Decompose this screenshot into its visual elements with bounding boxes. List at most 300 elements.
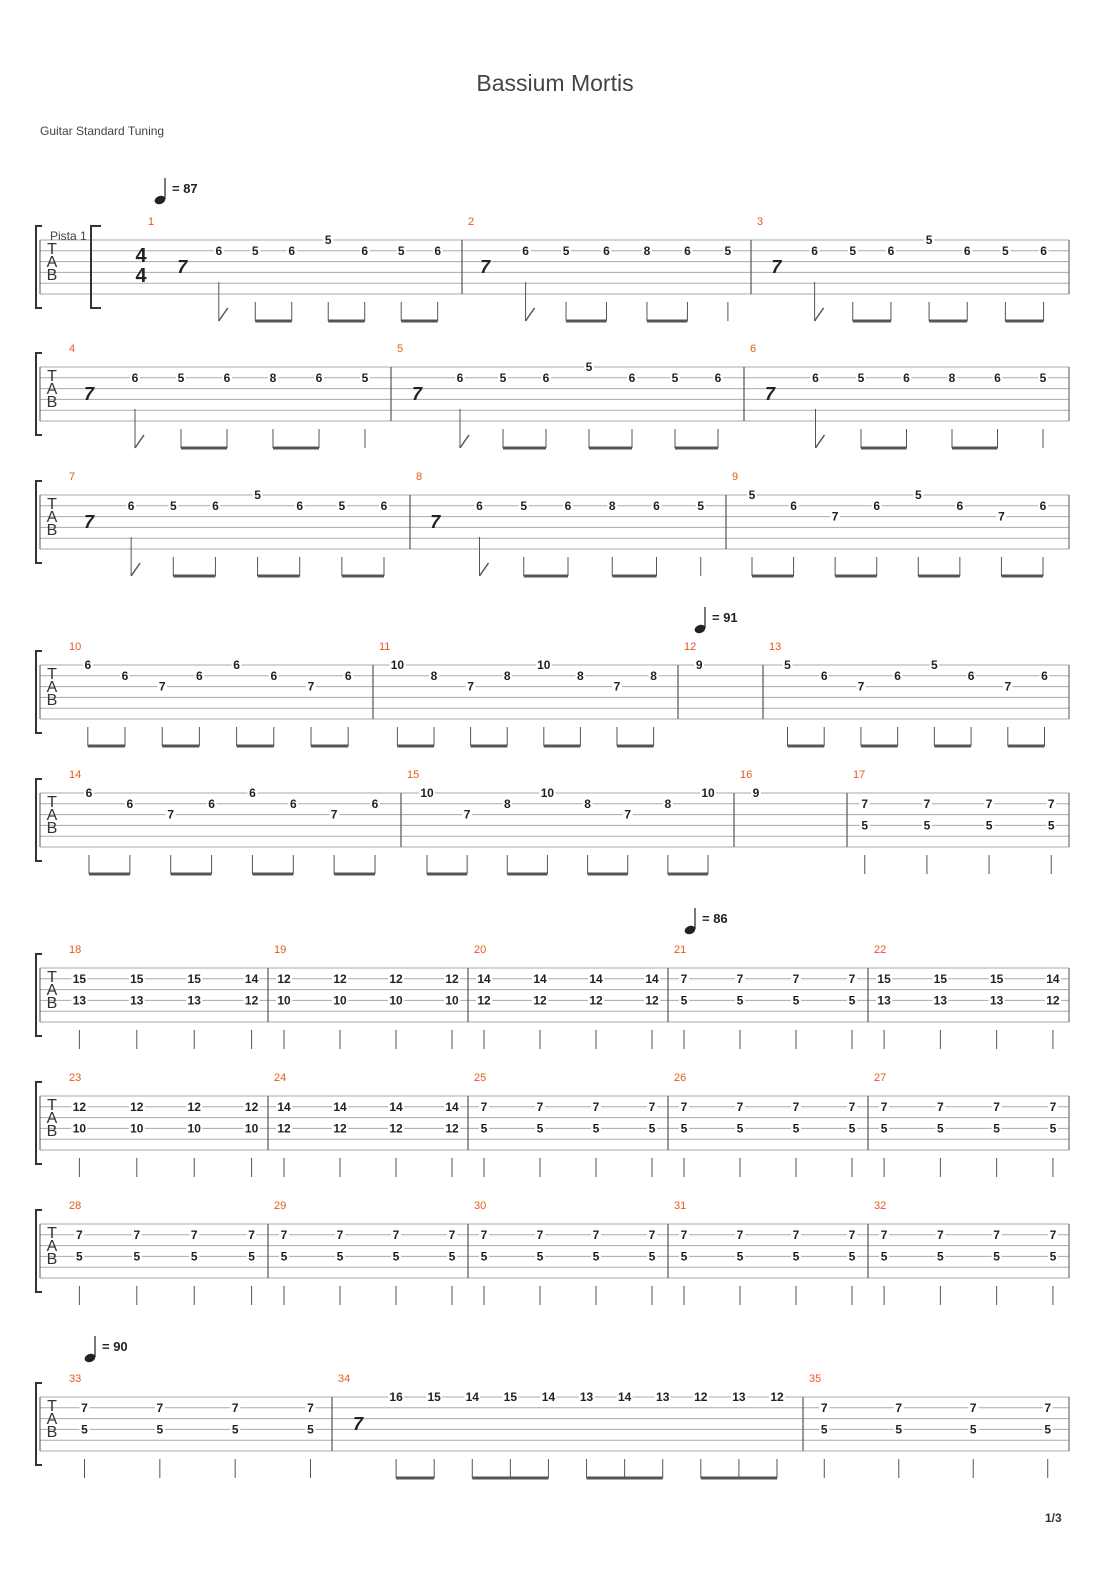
fret-number: 8	[584, 796, 591, 811]
measure-number: 17	[853, 769, 866, 781]
fret-number: 6	[1040, 243, 1047, 258]
fret-number: 5	[338, 498, 346, 513]
measure-number: 8	[416, 471, 423, 483]
fret-number: 7	[156, 1400, 164, 1415]
time-signature-denominator: 4	[135, 265, 147, 287]
fret-number: 7	[792, 1227, 800, 1242]
fret-number: 7	[76, 1227, 83, 1242]
fret-number: 5	[177, 370, 185, 385]
fret-number: 13	[72, 993, 87, 1008]
fret-number: 7	[857, 679, 865, 694]
fret-number: 15	[187, 971, 201, 986]
fret-number: 7	[467, 679, 474, 694]
fret-number: 12	[1046, 993, 1060, 1008]
fret-number: 7	[1044, 1400, 1052, 1415]
fret-number: 5	[520, 498, 528, 513]
fret-number: 5	[251, 243, 259, 258]
fret-number: 6	[887, 243, 895, 258]
fret-number: 10	[277, 993, 291, 1008]
fret-number: 5	[361, 370, 369, 385]
fret-number: 8	[608, 498, 616, 513]
measure-number: 31	[674, 1200, 687, 1212]
track-bracket	[91, 226, 101, 308]
fret-number: 10	[537, 658, 551, 672]
note-flag	[131, 563, 140, 576]
measure-number: 21	[674, 944, 687, 956]
fret-number: 6	[628, 370, 636, 385]
tab-clef-letter: B	[46, 1251, 58, 1268]
measure-number: 32	[874, 1200, 887, 1212]
fret-number: 7	[680, 1227, 688, 1242]
fret-number: 12	[389, 1121, 403, 1136]
fret-number: 5	[736, 1249, 744, 1264]
measure-number: 4	[69, 343, 76, 355]
system-bracket	[36, 1383, 42, 1465]
fret-number: 7	[1049, 1099, 1057, 1114]
fret-number: 5	[848, 1121, 856, 1136]
eighth-rest: 7	[83, 384, 95, 404]
fret-number: 12	[187, 1099, 201, 1114]
fret-number: 6	[811, 243, 818, 258]
fret-number: 6	[288, 243, 296, 258]
tab-clef-letter: A	[46, 254, 58, 271]
fret-number: 13	[877, 993, 891, 1008]
fret-number: 5	[392, 1249, 400, 1264]
fret-number: 7	[248, 1227, 255, 1242]
fret-number: 7	[680, 1099, 688, 1114]
fret-number: 7	[831, 509, 839, 524]
fret-number: 12	[130, 1099, 144, 1114]
fret-number: 7	[1049, 1227, 1057, 1242]
fret-number: 7	[736, 1227, 744, 1242]
fret-number: 7	[613, 679, 621, 694]
fret-number: 5	[1039, 370, 1047, 385]
fret-number: 6	[84, 658, 92, 672]
fret-number: 6	[967, 668, 975, 683]
fret-number: 14	[277, 1099, 291, 1114]
eighth-rest: 7	[771, 257, 782, 277]
tab-clef-letter: T	[47, 241, 57, 258]
fret-number: 7	[880, 1227, 888, 1242]
fret-number: 6	[127, 498, 135, 513]
time-signature-numerator: 4	[135, 245, 147, 267]
fret-number: 7	[680, 971, 688, 986]
fret-number: 5	[248, 1249, 255, 1264]
tab-clef-letter: A	[46, 1238, 58, 1255]
measure-number: 19	[274, 944, 287, 956]
eighth-rest: 7	[411, 384, 423, 404]
fret-number: 6	[371, 796, 379, 811]
fret-number: 6	[223, 370, 231, 385]
fret-number: 15	[72, 971, 87, 986]
fret-number: 7	[985, 796, 993, 811]
fret-number: 5	[397, 243, 405, 258]
fret-number: 7	[280, 1227, 288, 1242]
measure-number: 30	[474, 1200, 487, 1212]
fret-number: 7	[336, 1227, 344, 1242]
fret-number: 8	[948, 370, 956, 385]
fret-number: 10	[420, 786, 434, 800]
fret-number: 5	[880, 1249, 888, 1264]
fret-number: 7	[536, 1099, 544, 1114]
fret-number: 5	[925, 233, 933, 247]
fret-number: 6	[208, 796, 215, 811]
tab-clef-letter: A	[46, 1110, 58, 1127]
measure-number: 10	[69, 641, 82, 653]
fret-number: 14	[617, 1390, 632, 1404]
fret-number: 7	[923, 796, 931, 811]
fret-number: 7	[480, 1099, 488, 1114]
fret-number: 5	[848, 993, 856, 1008]
tab-clef-letter: B	[46, 522, 58, 539]
fret-number: 7	[231, 1400, 239, 1415]
fret-number: 5	[448, 1249, 456, 1264]
fret-number: 6	[994, 370, 1001, 385]
fret-number: 6	[790, 498, 797, 513]
fret-number: 13	[732, 1390, 746, 1404]
fret-number: 5	[280, 1249, 288, 1264]
note-flag	[815, 308, 824, 321]
fret-number: 5	[792, 993, 800, 1008]
measure-number: 2	[468, 216, 475, 228]
tempo-mark: = 91	[712, 610, 738, 625]
measure-number: 9	[732, 471, 739, 483]
fret-number: 7	[937, 1227, 944, 1242]
fret-number: 14	[533, 971, 547, 986]
fret-number: 7	[167, 807, 175, 822]
tab-clef-letter: A	[46, 807, 58, 824]
fret-number: 5	[923, 818, 931, 833]
system-bracket	[36, 651, 42, 733]
tab-clef-letter: B	[46, 820, 58, 837]
tab-clef-letter: B	[46, 267, 58, 284]
tuning-label: Guitar Standard Tuning	[40, 124, 165, 138]
fret-number: 10	[187, 1121, 201, 1136]
fret-number: 5	[937, 1249, 944, 1264]
fret-number: 7	[848, 1099, 856, 1114]
fret-number: 14	[244, 971, 259, 986]
measure-number: 29	[274, 1200, 287, 1212]
fret-number: 7	[848, 971, 856, 986]
fret-number: 13	[989, 993, 1004, 1008]
tab-clef-letter: B	[46, 692, 58, 709]
fret-number: 14	[445, 1099, 459, 1114]
eighth-rest: 7	[352, 1414, 364, 1434]
fret-number: 7	[463, 807, 471, 822]
fret-number: 12	[333, 1121, 347, 1136]
fret-number: 7	[1004, 679, 1012, 694]
fret-number: 5	[848, 1249, 856, 1264]
fret-number: 5	[1049, 1121, 1057, 1136]
fret-number: 12	[445, 971, 459, 986]
fret-number: 7	[624, 807, 632, 822]
fret-number: 7	[592, 1227, 600, 1242]
fret-number: 10	[390, 658, 405, 672]
fret-number: 6	[894, 668, 901, 683]
fret-number: 5	[499, 370, 507, 385]
fret-number: 14	[389, 1099, 403, 1114]
fret-number: 10	[445, 993, 459, 1008]
fret-number: 6	[315, 370, 323, 385]
tab-clef-letter: T	[47, 1225, 57, 1242]
fret-number: 5	[231, 1422, 239, 1437]
fret-number: 7	[792, 971, 800, 986]
fret-number: 5	[336, 1249, 344, 1264]
fret-number: 5	[680, 993, 688, 1008]
system-bracket	[36, 1210, 42, 1292]
fret-number: 12	[72, 1099, 87, 1114]
fret-number: 10	[244, 1121, 259, 1136]
fret-number: 6	[542, 370, 550, 385]
fret-number: 5	[536, 1121, 544, 1136]
fret-number: 5	[680, 1249, 688, 1264]
fret-number: 5	[671, 370, 679, 385]
system-bracket	[36, 481, 42, 563]
tab-clef-letter: T	[47, 496, 57, 513]
fret-number: 6	[121, 668, 129, 683]
fret-number: 12	[589, 993, 603, 1008]
fret-number: 12	[477, 993, 491, 1008]
fret-number: 9	[752, 786, 760, 800]
fret-number: 8	[269, 370, 277, 385]
note-flag	[526, 308, 535, 321]
fret-number: 5	[480, 1121, 488, 1136]
measure-number: 6	[750, 343, 757, 355]
fret-number: 8	[503, 796, 511, 811]
tab-clef-letter: T	[47, 794, 57, 811]
measure-number: 7	[69, 471, 76, 483]
note-flag	[480, 563, 489, 576]
fret-number: 5	[156, 1422, 164, 1437]
tab-clef-letter: A	[46, 381, 58, 398]
measure-number: 26	[674, 1072, 687, 1084]
fret-number: 6	[812, 370, 819, 385]
system-bracket	[36, 779, 42, 861]
tab-clef-letter: B	[46, 1424, 58, 1441]
fret-number: 6	[233, 658, 240, 672]
fret-number: 12	[277, 1121, 291, 1136]
fret-number: 7	[133, 1227, 141, 1242]
fret-number: 15	[933, 971, 948, 986]
fret-number: 13	[656, 1390, 670, 1404]
fret-number: 5	[697, 498, 705, 513]
fret-number: 10	[333, 993, 347, 1008]
fret-number: 5	[736, 1121, 744, 1136]
fret-number: 12	[694, 1390, 708, 1404]
tempo-mark: = 90	[102, 1339, 128, 1354]
fret-number: 6	[820, 668, 828, 683]
measure-number: 35	[809, 1373, 822, 1385]
fret-number: 6	[714, 370, 722, 385]
fret-number: 6	[684, 243, 691, 258]
fret-number: 12	[645, 993, 659, 1008]
fret-number: 13	[187, 993, 201, 1008]
fret-number: 6	[1039, 498, 1047, 513]
fret-number: 5	[648, 1121, 656, 1136]
fret-number: 5	[985, 818, 993, 833]
fret-number: 6	[126, 796, 134, 811]
track-name: Pista 1	[50, 229, 87, 243]
fret-number: 6	[434, 243, 442, 258]
fret-number: 5	[724, 243, 732, 258]
measure-number: 28	[69, 1200, 82, 1212]
fret-number: 5	[76, 1249, 83, 1264]
measure-number: 34	[338, 1373, 351, 1385]
fret-number: 7	[648, 1227, 656, 1242]
measure-number: 15	[407, 769, 420, 781]
fret-number: 6	[522, 243, 529, 258]
fret-number: 5	[849, 243, 857, 258]
tab-clef-letter: B	[46, 1123, 58, 1140]
fret-number: 5	[792, 1249, 800, 1264]
fret-number: 10	[540, 786, 555, 800]
fret-number: 7	[648, 1099, 656, 1114]
fret-number: 7	[820, 1400, 828, 1415]
fret-number: 5	[792, 1121, 800, 1136]
fret-number: 5	[736, 993, 744, 1008]
fret-number: 6	[956, 498, 964, 513]
fret-number: 6	[1041, 668, 1048, 683]
fret-number: 5	[914, 488, 922, 502]
fret-number: 7	[190, 1227, 198, 1242]
tab-clef-letter: A	[46, 679, 58, 696]
fret-number: 7	[993, 1227, 1000, 1242]
tempo-mark: = 86	[702, 911, 728, 926]
fret-number: 5	[1047, 818, 1055, 833]
fret-number: 5	[857, 370, 865, 385]
measure-number: 13	[769, 641, 782, 653]
fret-number: 6	[215, 243, 223, 258]
fret-number: 12	[389, 971, 403, 986]
fret-number: 7	[736, 1099, 744, 1114]
fret-number: 6	[249, 786, 256, 800]
measure-number: 25	[474, 1072, 487, 1084]
fret-number: 6	[476, 498, 483, 513]
fret-number: 7	[330, 807, 338, 822]
measure-number: 11	[379, 641, 391, 653]
measure-number: 22	[874, 944, 887, 956]
fret-number: 8	[664, 796, 672, 811]
fret-number: 10	[130, 1121, 144, 1136]
fret-number: 14	[333, 1099, 347, 1114]
fret-number: 5	[307, 1422, 314, 1437]
fret-number: 7	[937, 1099, 944, 1114]
system-bracket	[36, 1082, 42, 1164]
fret-number: 5	[648, 1249, 656, 1264]
tab-clef-letter: A	[46, 509, 58, 526]
measure-number: 24	[274, 1072, 287, 1084]
fret-number: 6	[653, 498, 660, 513]
measure-number: 27	[874, 1072, 887, 1084]
fret-number: 15	[130, 971, 144, 986]
measure-number: 18	[69, 944, 82, 956]
tab-clef-letter: T	[47, 1398, 57, 1415]
fret-number: 6	[873, 498, 881, 513]
fret-number: 14	[477, 971, 491, 986]
fret-number: 9	[695, 658, 703, 672]
measure-number: 5	[397, 343, 404, 355]
fret-number: 7	[792, 1099, 800, 1114]
fret-number: 15	[989, 971, 1004, 986]
fret-number: 7	[480, 1227, 488, 1242]
fret-number: 5	[993, 1121, 1000, 1136]
fret-number: 12	[445, 1121, 459, 1136]
measure-number: 12	[684, 641, 697, 653]
fret-number: 6	[196, 668, 203, 683]
fret-number: 6	[564, 498, 572, 513]
fret-number: 5	[880, 1121, 888, 1136]
fret-number: 10	[701, 786, 715, 800]
fret-number: 15	[427, 1390, 441, 1404]
fret-number: 7	[969, 1400, 977, 1415]
system-bracket	[36, 353, 42, 435]
fret-number: 7	[81, 1400, 88, 1415]
fret-number: 5	[931, 658, 938, 672]
tab-clef-letter: B	[46, 995, 58, 1012]
fret-number: 14	[541, 1390, 556, 1404]
fret-number: 7	[307, 679, 315, 694]
tempo-mark: = 87	[172, 181, 198, 196]
system-bracket	[36, 954, 42, 1036]
measure-number: 23	[69, 1072, 82, 1084]
fret-number: 5	[748, 488, 756, 502]
fret-number: 7	[993, 1099, 1000, 1114]
fret-number: 5	[784, 658, 791, 672]
fret-number: 5	[1002, 243, 1009, 258]
fret-number: 7	[158, 679, 166, 694]
note-flag	[219, 308, 228, 321]
tab-clef-letter: T	[47, 969, 57, 986]
fret-number: 5	[1049, 1249, 1057, 1264]
measure-number: 1	[148, 216, 155, 228]
fret-number: 14	[645, 971, 659, 986]
fret-number: 5	[1044, 1422, 1052, 1437]
fret-number: 5	[81, 1422, 88, 1437]
fret-number: 6	[361, 243, 369, 258]
fret-number: 15	[503, 1390, 518, 1404]
eighth-rest: 7	[430, 512, 441, 532]
fret-number: 13	[933, 993, 948, 1008]
fret-number: 6	[603, 243, 610, 258]
fret-number: 5	[324, 233, 332, 247]
tab-clef-letter: T	[47, 666, 57, 683]
fret-number: 6	[270, 668, 278, 683]
fret-number: 8	[430, 668, 438, 683]
fret-number: 16	[389, 1390, 403, 1404]
fret-number: 12	[277, 971, 291, 986]
fret-number: 6	[903, 370, 910, 385]
fret-number: 10	[389, 993, 403, 1008]
measure-number: 14	[69, 769, 82, 781]
fret-number: 14	[465, 1390, 479, 1404]
fret-number: 8	[577, 668, 584, 683]
fret-number: 5	[254, 488, 261, 502]
fret-number: 5	[937, 1121, 944, 1136]
fret-number: 13	[130, 993, 144, 1008]
fret-number: 8	[503, 668, 511, 683]
fret-number: 7	[1047, 796, 1055, 811]
fret-number: 6	[380, 498, 388, 513]
fret-number: 5	[536, 1249, 544, 1264]
fret-number: 14	[589, 971, 603, 986]
tab-clef-letter: A	[46, 982, 58, 999]
fret-number: 6	[456, 370, 464, 385]
tab-clef-letter: A	[46, 1411, 58, 1428]
eighth-rest: 7	[764, 384, 776, 404]
fret-number: 7	[861, 796, 869, 811]
note-flag	[460, 435, 469, 448]
measure-number: 33	[69, 1373, 82, 1385]
